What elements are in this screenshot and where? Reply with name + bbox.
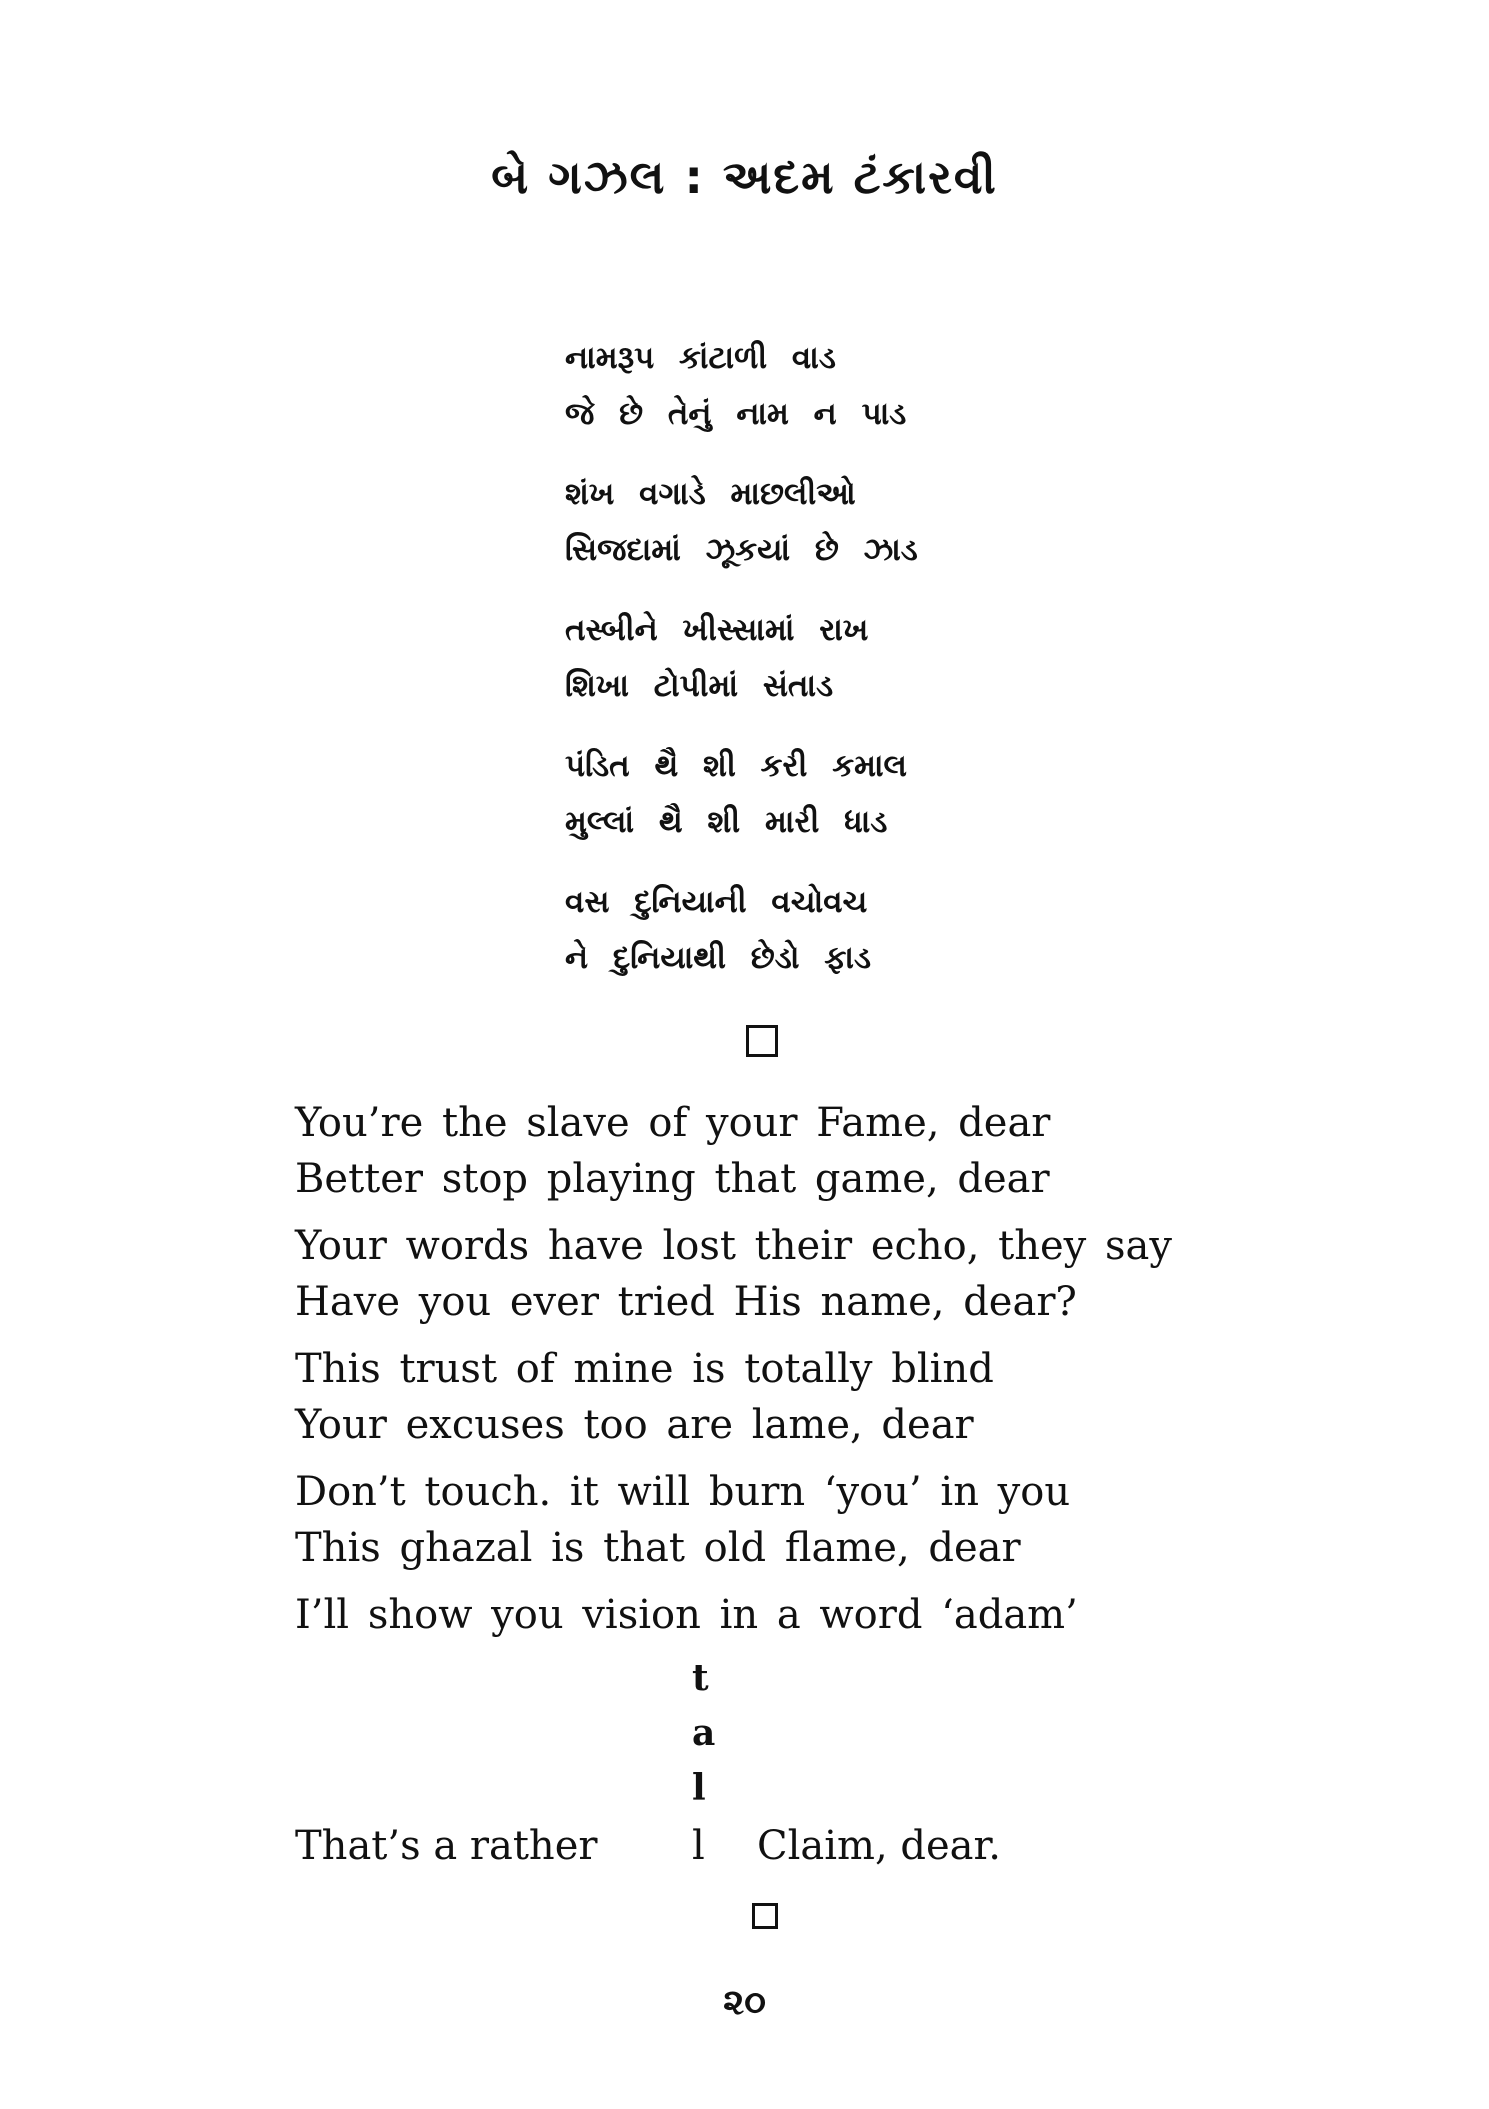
vertical-letter: l — [692, 1767, 706, 1809]
english-line: Your excuses too are lame, dear — [295, 1402, 974, 1448]
english-line: This trust of mine is totally blind — [295, 1346, 994, 1392]
section-divider-square — [746, 1025, 778, 1057]
gujarati-stanza — [565, 466, 945, 578]
gujarati-line: ને દુનિયાથી છેડો ફાડ — [565, 940, 872, 976]
gujarati-stanza — [565, 330, 945, 442]
english-line: I’ll show you vision in a word ‘adam’ — [295, 1592, 1078, 1638]
final-line-letter: l — [692, 1823, 705, 1869]
gujarati-stanza — [565, 602, 945, 714]
english-ghazal — [295, 1095, 1255, 1654]
english-line: Better stop playing that game, dear — [295, 1156, 1050, 1202]
gujarati-line: નામરૂપ કાંટાળી વાડ — [565, 340, 836, 376]
english-stanza — [295, 1464, 1255, 1576]
gujarati-stanza — [565, 738, 945, 850]
gujarati-line: શંખ વગાડે માછલીઓ — [565, 476, 856, 512]
english-stanza — [295, 1587, 1255, 1643]
english-line: Have you ever tried His name, dear? — [295, 1279, 1077, 1325]
vertical-letter: a — [692, 1712, 716, 1754]
gujarati-ghazal — [565, 330, 945, 1010]
english-line: You’re the slave of your Fame, dear — [295, 1100, 1051, 1146]
english-stanza — [295, 1218, 1255, 1330]
english-stanza — [295, 1341, 1255, 1453]
english-line: Don’t touch. it will burn ‘you’ in you — [295, 1469, 1071, 1515]
gujarati-line: જે છે તેનું નામ ન પાડ — [565, 396, 907, 432]
gujarati-line: વસ દુનિયાની વચોવચ — [565, 884, 868, 920]
gujarati-line: તસ્બીને ખીસ્સામાં રાખ — [565, 612, 869, 648]
english-line: Your words have lost their echo, they say — [295, 1223, 1172, 1269]
english-line: This ghazal is that old flame, dear — [295, 1525, 1021, 1571]
end-divider-square — [752, 1903, 778, 1929]
final-line-start: That’s a rather — [295, 1823, 598, 1869]
gujarati-line: સિજદામાં ઝૂકયાં છે ઝાડ — [565, 532, 918, 568]
page-number: ૨૦ — [723, 1982, 766, 2023]
gujarati-stanza — [565, 874, 945, 986]
gujarati-line: મુલ્લાં થૈ શી મારી ધાડ — [565, 804, 888, 840]
final-line-end: Claim, dear. — [757, 1823, 1001, 1869]
gujarati-line: પંડિત થૈ શી કરી કમાલ — [565, 748, 907, 784]
english-stanza — [295, 1095, 1255, 1207]
page-title: બે ગઝલ : અદમ ટંકારવી — [491, 150, 998, 204]
vertical-letter: t — [692, 1657, 709, 1699]
gujarati-line: શિખા ટોપીમાં સંતાડ — [565, 668, 834, 704]
